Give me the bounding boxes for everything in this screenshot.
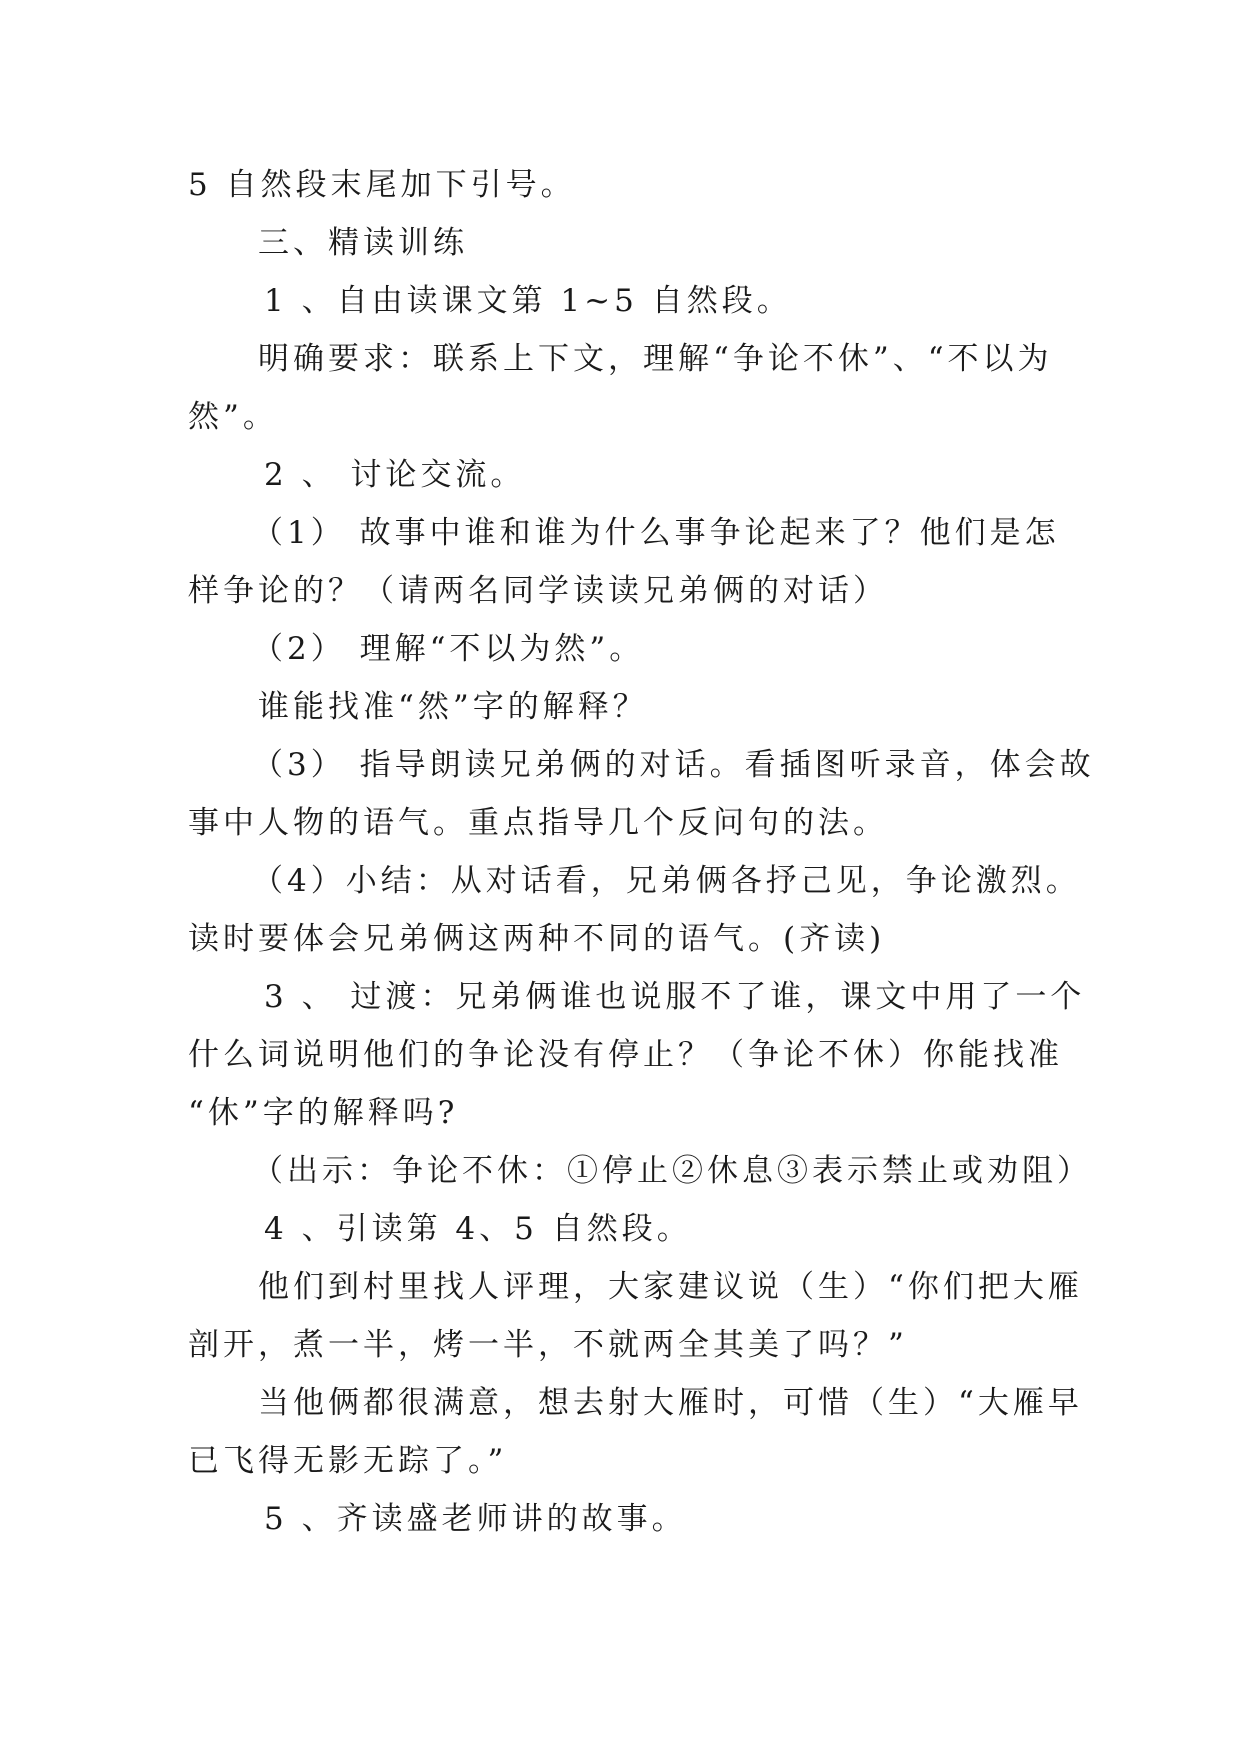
- paragraph-line: （3） 指导朗读兄弟俩的对话。看插图听录音，体会故: [252, 747, 1095, 783]
- paragraph-line: 样争论的？（请两名同学读读兄弟俩的对话）: [188, 573, 888, 609]
- paragraph-line: （出示：争论不休：①停止②休息③表示禁止或劝阻）: [252, 1153, 1092, 1189]
- paragraph-line: 5 自然段末尾加下引号。: [188, 167, 576, 203]
- paragraph-line: （2） 理解“不以为然”。: [252, 631, 645, 667]
- paragraph-line: 2 、 讨论交流。: [264, 457, 526, 493]
- paragraph-line: 然”。: [188, 399, 278, 435]
- section-heading: 三、精读训练: [258, 225, 468, 261]
- paragraph-line: 已飞得无影无踪了。”: [188, 1443, 508, 1479]
- paragraph-line: “休”字的解释吗?: [188, 1095, 459, 1131]
- paragraph-line: 剖开，煮一半，烤一半，不就两全其美了吗？”: [188, 1327, 908, 1363]
- paragraph-line: 3 、 过渡：兄弟俩谁也说服不了谁，课文中用了一个: [264, 979, 1086, 1015]
- paragraph-line: 他们到村里找人评理，大家建议说（生）“你们把大雁: [258, 1269, 1083, 1305]
- paragraph-line: 明确要求：联系上下文，理解“争论不休”、“不以为: [258, 341, 1053, 377]
- paragraph-line: 谁能找准“然”字的解释？: [258, 689, 648, 725]
- paragraph-line: 5 、齐读盛老师讲的故事。: [264, 1501, 687, 1537]
- paragraph-line: 什么词说明他们的争论没有停止？（争论不休）你能找准: [188, 1037, 1063, 1073]
- paragraph-line: 1 、自由读课文第 1~5 自然段。: [264, 283, 792, 319]
- paragraph-line: 当他俩都很满意，想去射大雁时，可惜（生）“大雁早: [258, 1385, 1083, 1421]
- paragraph-line: （4）小结：从对话看，兄弟俩各抒己见，争论激烈。: [252, 863, 1081, 899]
- paragraph-line: 4 、引读第 4、5 自然段。: [264, 1211, 692, 1247]
- paragraph-line: （1） 故事中谁和谁为什么事争论起来了？他们是怎: [252, 515, 1060, 551]
- paragraph-line: 读时要体会兄弟俩这两种不同的语气。(齐读): [188, 921, 886, 957]
- document-body: [188, 156, 1095, 1548]
- paragraph-line: 事中人物的语气。重点指导几个反问句的法。: [188, 805, 888, 841]
